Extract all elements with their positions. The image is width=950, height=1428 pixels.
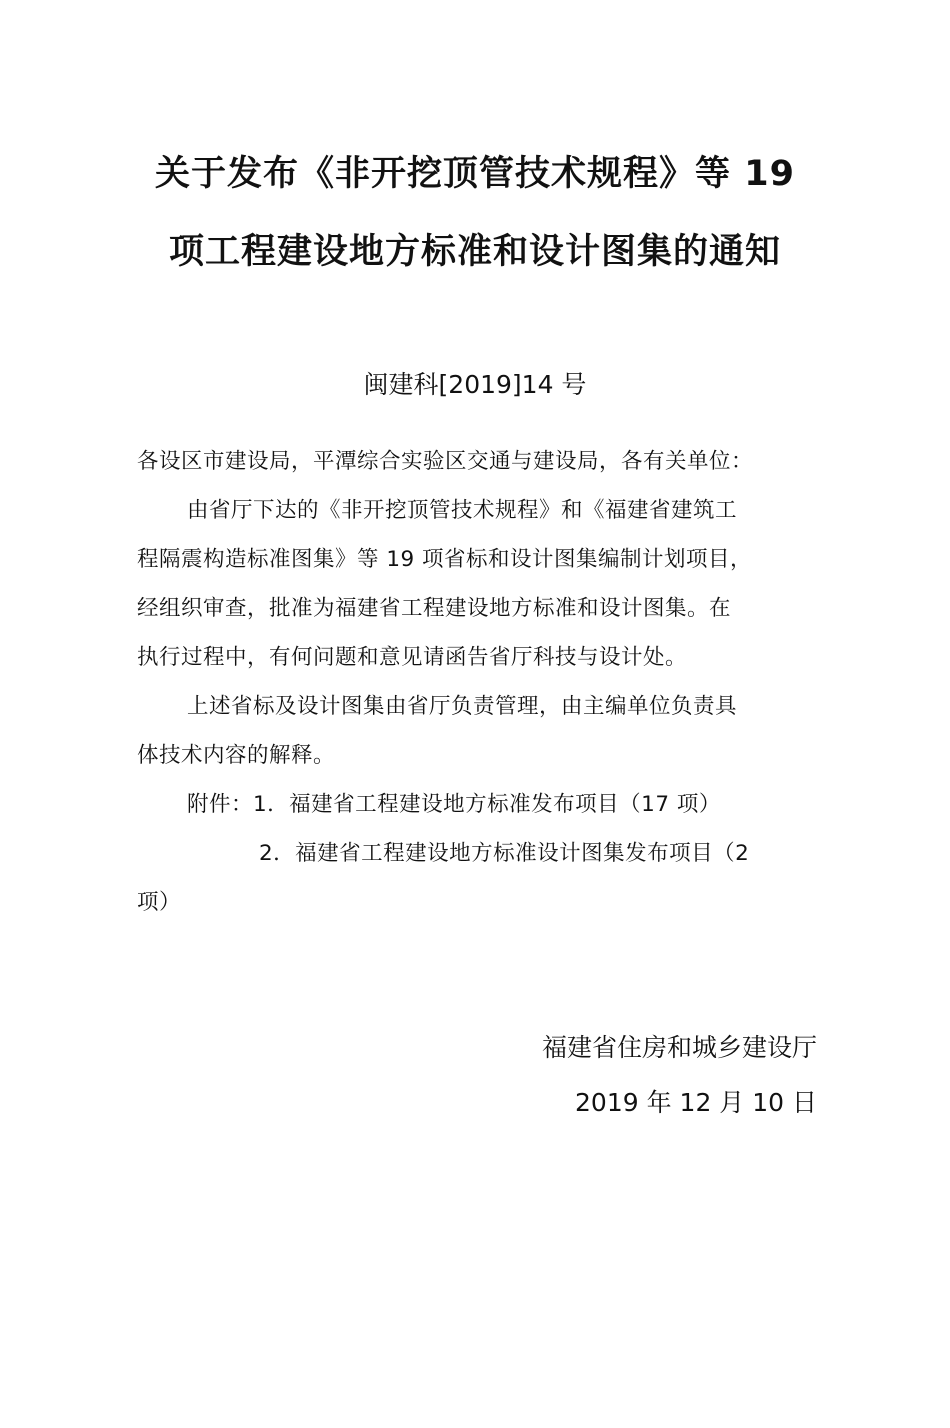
notice-title-line-2: 项工程建设地方标准和设计图集的通知 [168,232,781,272]
notice-title-line-1: 关于发布《非开挖顶管技术规程》等 19 [155,154,795,194]
issue-date: 2019 年 12 月 10 日 [575,1088,817,1117]
issuer-name: 福建省住房和城乡建设厅 [541,1033,817,1062]
paragraph-1-line-4: 执行过程中，有何问题和意见请函告省厅科技与设计处。 [137,645,688,670]
paragraph-2-line-2: 体技术内容的解释。 [137,743,336,768]
attachment-2-line-1: 2．福建省工程建设地方标准设计图集发布项目（2 [259,841,750,866]
addressee-line: 各设区市建设局，平潭综合实验区交通与建设局，各有关单位： [137,449,754,474]
attachment-1: 附件：1．福建省工程建设地方标准发布项目（17 项） [187,792,721,817]
paragraph-1-line-1: 由省厅下达的《非开挖顶管技术规程》和《福建省建筑工 [187,498,738,523]
document-number: 闽建科[2019]14 号 [363,370,587,399]
paragraph-1-line-3: 经组织审查，批准为福建省工程建设地方标准和设计图集。在 [137,596,732,621]
attachment-2-line-2: 项） [137,890,182,915]
paragraph-2-line-1: 上述省标及设计图集由省厅负责管理，由主编单位负责具 [187,694,738,719]
paragraph-1-line-2: 程隔震构造标准图集》等 19 项省标和设计图集编制计划项目， [137,547,753,572]
